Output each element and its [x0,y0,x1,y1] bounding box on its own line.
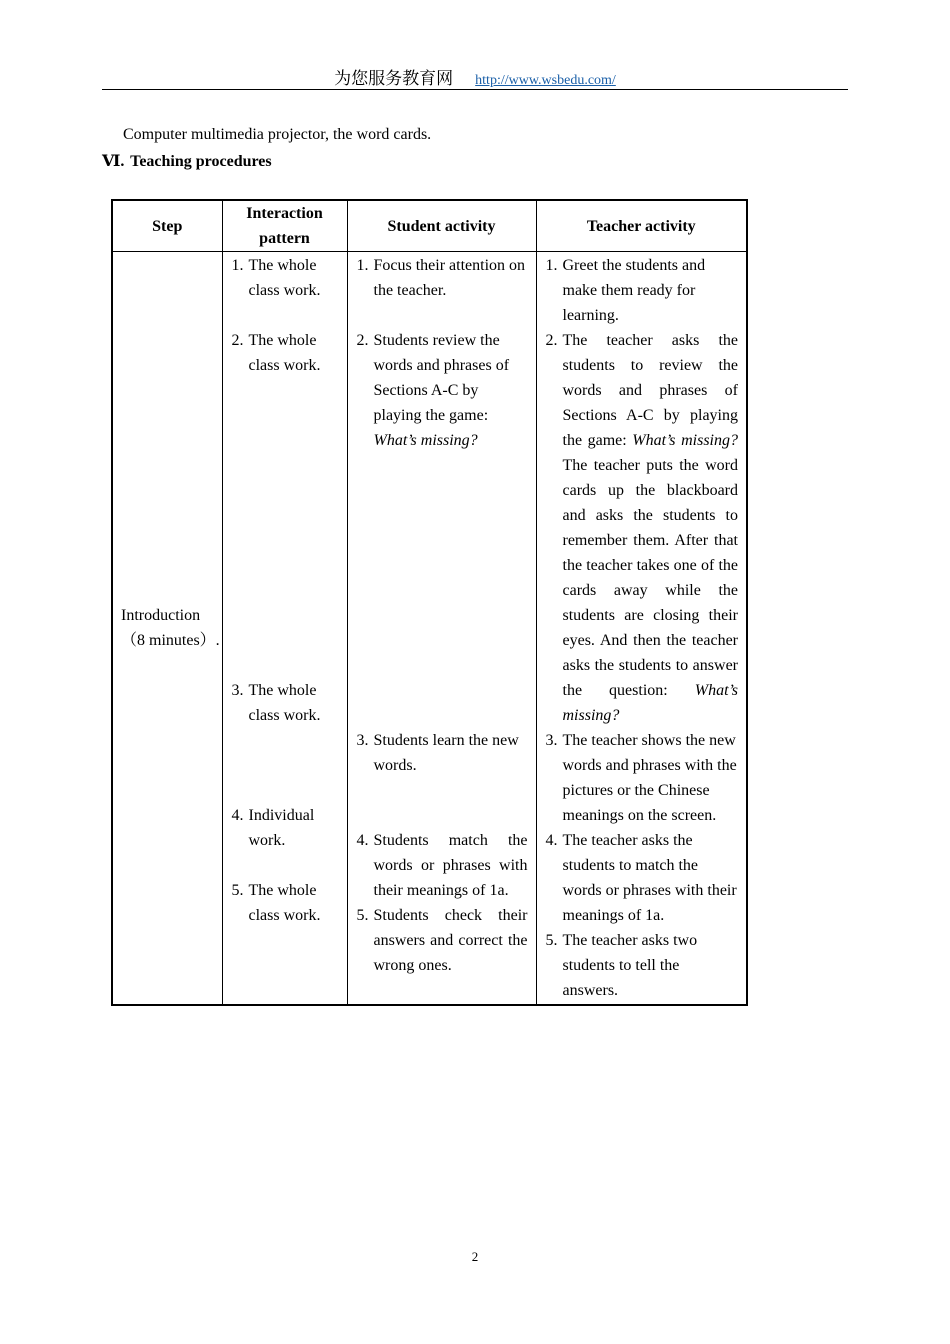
teacher-item-4: 4. The teacher asks the students to match the words or phrases with their meanings of 1a. [545,832,737,924]
step-duration: （8 minutes）. [121,632,220,649]
header-student: Student activity [347,200,536,252]
step-name: Introduction [121,607,201,624]
materials-line: Computer multimedia projector, the word cards. [123,126,432,143]
section-heading [102,151,272,171]
interaction-item-3: 3. The whole class work. [231,682,321,724]
section-number: Ⅵ. [102,153,125,170]
student-game-name: What’s missing? [373,432,478,449]
teacher-cell [536,252,747,1006]
student-item-3: 3. Students learn the new words. [356,732,519,774]
step-cell [112,252,222,1006]
student-cell [347,252,536,1006]
teacher-item-2: 2. The teacher asks the students to review the words and phrases of Sections A-C by playing the game: What’s missing? The teacher puts the word cards up the blackboard and asks the students to remember them. After that the teacher takes one of the cards away while the students are closing their eyes. And then the teacher asks the students to answer the question: What’s missing? [545,332,738,724]
teacher-item-1: 1. Greet the students and make them ready for learning. [545,257,706,324]
table-row [112,252,747,1006]
section-title: Teaching procedures [130,153,272,170]
header-teacher: Teacher activity [536,200,747,252]
table-header-row [112,200,747,252]
teacher-item-5: 5. The teacher asks two students to tell the answers. [545,932,698,999]
student-item-5: 5. Students check their answers and correct the wrong ones. [356,907,528,974]
header-step: Step [112,200,222,252]
student-item-2: 2. Students review the words and phrases of Sections A-C by playing the game: What’s missing? [356,332,510,449]
student-item-1: 1. Focus their attention on the teacher. [356,257,526,299]
header-interaction: Interaction pattern [222,200,347,252]
page-number: 2 [471,1249,479,1264]
site-name: 为您服务教育网 [334,69,454,89]
interaction-item-4: 4. Individual work. [231,807,315,849]
interaction-item-1: 1. The whole class work. [231,257,321,299]
student-item-4: 4. Students match the words or phrases with their meanings of 1a. [356,832,528,899]
site-url-link[interactable]: http://www.wsbedu.com/ [475,73,616,88]
teacher-item-3: 3. The teacher shows the new words and phrases with the pictures or the Chinese meanings on the screen. [545,732,737,824]
page-header [102,64,848,90]
interaction-item-5: 5. The whole class work. [231,882,321,924]
interaction-item-2: 2. The whole class work. [231,332,321,374]
procedures-table [111,199,748,1006]
interaction-cell [222,252,347,1006]
